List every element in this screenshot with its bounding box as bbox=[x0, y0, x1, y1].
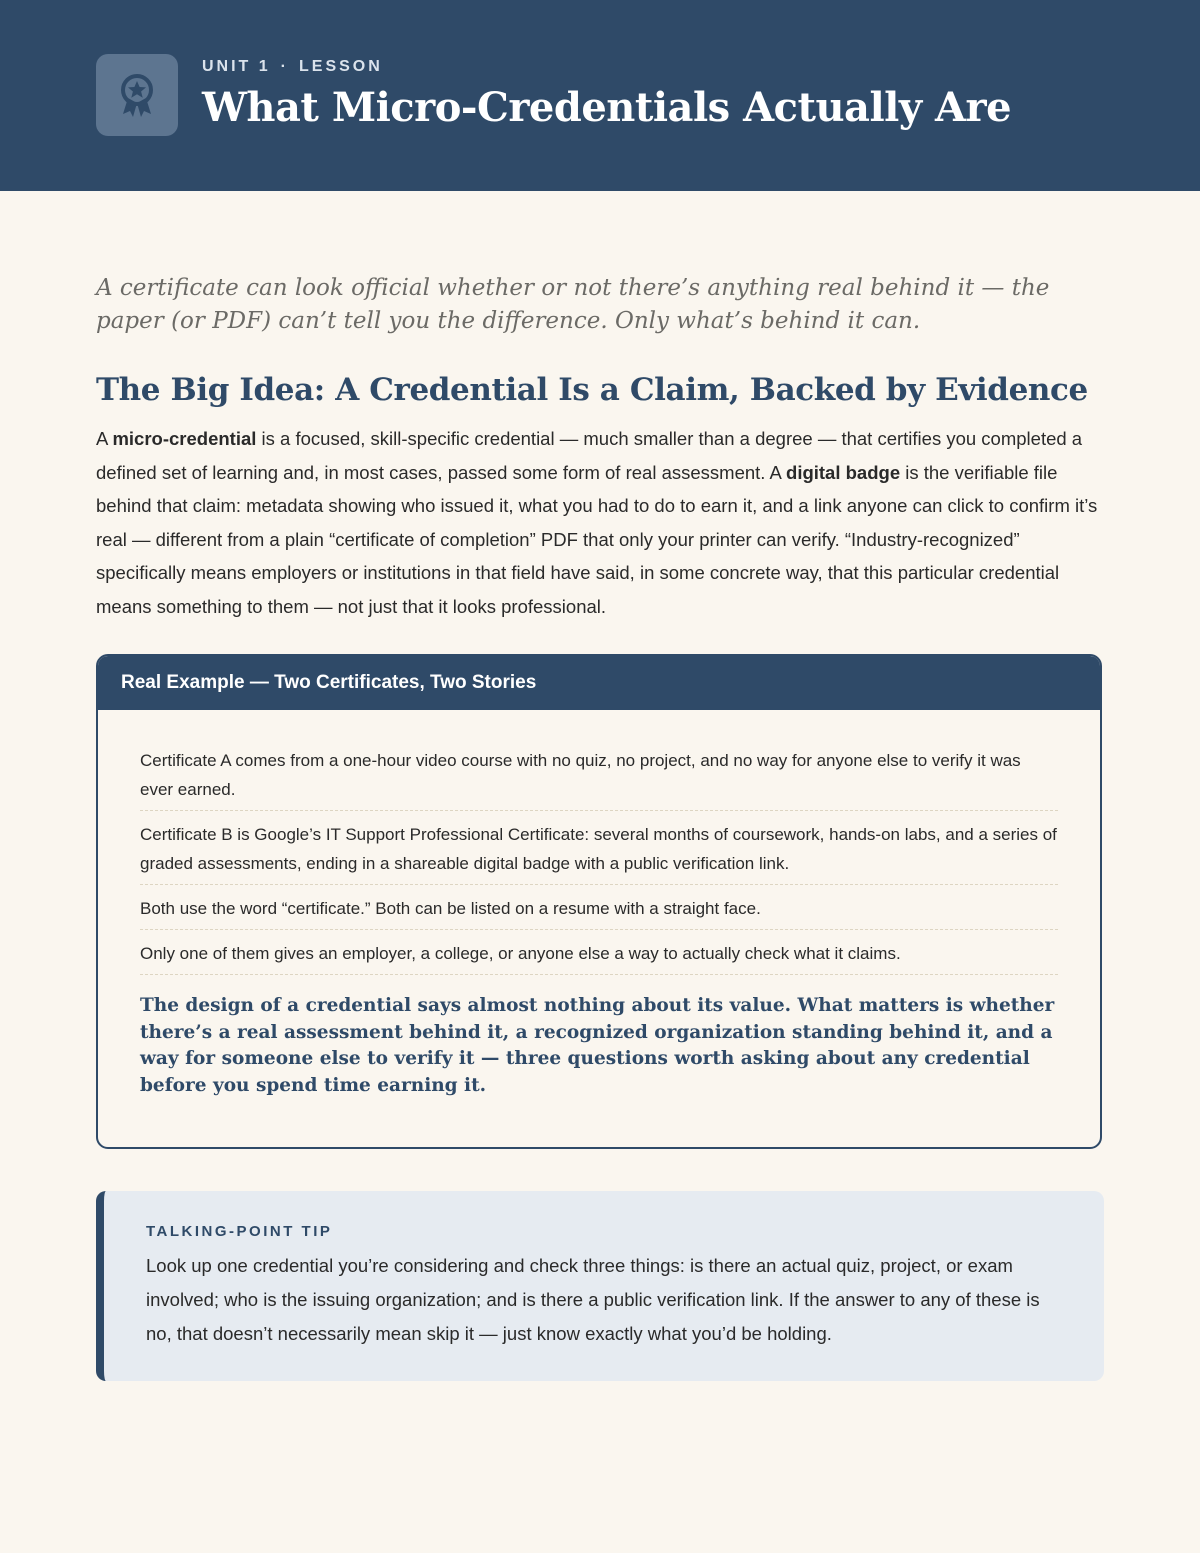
big-idea-paragraph bbox=[96, 422, 1106, 623]
real-example-header: Real Example — Two Certificates, Two Stories bbox=[98, 656, 1100, 710]
example-takeaway: The design of a credential says almost nothing about its value. What matters is whether there’s a real assessment behind it, a recognized organization standing behind it, and a way for someone else to verify it — three questions worth asking about any credential before you spend time earning it. bbox=[140, 995, 1055, 1096]
award-badge-icon bbox=[96, 54, 178, 136]
paragraph-text: is a focused, skill-specific credential — much smaller than a degree — that certifies you completed a defined set of learning and, in most cases, passed some form of real assessment. A bbox=[96, 428, 1083, 483]
section-label: LESSON bbox=[299, 58, 383, 75]
unit-label: UNIT 1 bbox=[202, 58, 271, 75]
lesson-header bbox=[0, 0, 1200, 191]
term-micro-credential: micro-credential bbox=[112, 428, 257, 449]
talking-point-tip bbox=[96, 1191, 1104, 1381]
tip-label: TALKING-POINT TIP bbox=[146, 1223, 333, 1240]
eyebrow-separator: · bbox=[280, 58, 289, 75]
paragraph-text: is the verifiable file behind that claim: metadata showing who issued it, what you had to do to earn it, and a link anyone can click to confirm it’s real — different from a plain “certificate of completion” PDF that only your printer can verify. “Industry-recognized” specifically means employers or institutions in that field have said, in some concrete way, that this particular credential means something to them — not just that it looks professional. bbox=[96, 461, 1098, 617]
real-example-box bbox=[96, 654, 1102, 1149]
term-digital-badge: digital badge bbox=[786, 461, 901, 483]
list-item: Only one of them gives an employer, a college, or anyone else a way to actually check what it claims. bbox=[140, 930, 1058, 975]
big-idea-heading: The Big Idea: A Credential Is a Claim, Backed by Evidence bbox=[96, 372, 1088, 408]
list-item: Certificate B is Google’s IT Support Professional Certificate: several months of coursework, hands-on labs, and a series of graded assessments, ending in a shareable digital badge with a public verification link. bbox=[140, 811, 1058, 885]
paragraph-text: A bbox=[96, 428, 113, 449]
page-title: What Micro-Credentials Actually Are bbox=[202, 84, 1012, 131]
list-item: Certificate A comes from a one-hour video course with no quiz, no project, and no way for anyone else to verify it was ever earned. bbox=[140, 746, 1058, 811]
tip-text: Look up one credential you’re considering and check three things: is there an actual quiz, project, or exam involved; who is the issuing organization; and is there a public verification link. If the answer to any of these is no, that doesn’t necessarily mean skip it — just know exactly what you’d be holding. bbox=[146, 1255, 1040, 1344]
list-item: Both use the word “certificate.” Both can be listed on a resume with a straight face. bbox=[140, 885, 1058, 930]
lesson-eyebrow bbox=[202, 58, 383, 76]
example-list bbox=[140, 746, 1058, 975]
intro-quote: A certificate can look official whether or not there’s anything real behind it — the paper (or PDF) can’t tell you the difference. Only what’s behind it can. bbox=[96, 275, 1050, 334]
